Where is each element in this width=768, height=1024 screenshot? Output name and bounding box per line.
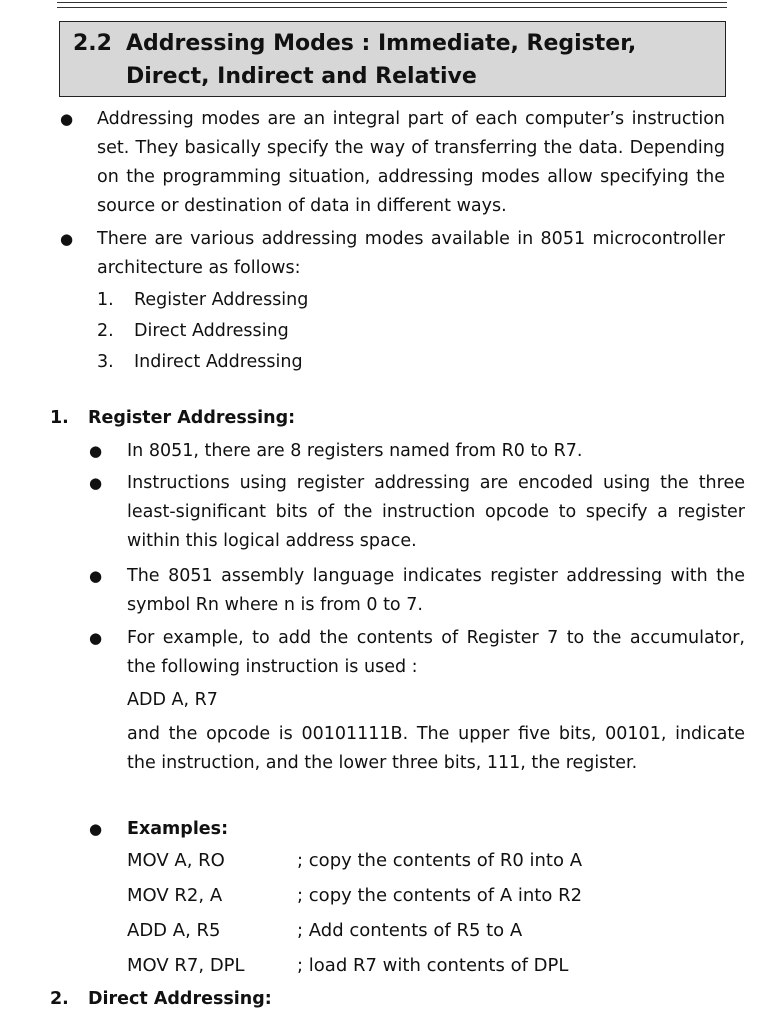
section1-bullet-2: Instructions using register addressing are encoded using the three least-significant bits of the instruction opcode to specify a register within this logical address space. [127, 473, 745, 551]
section-number: 2.2 [73, 31, 112, 56]
list-number: 3. [97, 352, 114, 372]
section1-bullet-1: In 8051, there are 8 registers named from R0 to R7. [127, 441, 583, 461]
bullet-icon: ● [89, 629, 103, 647]
example-row [127, 879, 747, 913]
top-rule [57, 2, 727, 8]
example-comment: ; Add contents of R5 to A [297, 920, 523, 941]
bullet-icon: ● [89, 442, 103, 460]
example-instruction-code: MOV A, RO [127, 850, 225, 871]
bullet-icon: ● [60, 110, 74, 128]
bullet-icon: ● [60, 230, 74, 248]
intro-paragraph-1: Addressing modes are an integral part of each computer’s instruction set. They basically specify the way of transferring the data. Depending on the programming situation, addressing modes allow specifying the source or destination of data in different ways. [97, 109, 725, 216]
section1-title: Register Addressing: [88, 408, 296, 428]
section2-number: 2. [50, 989, 69, 1009]
example-instruction-code: MOV R7, DPL [127, 955, 245, 976]
example-comment: ; copy the contents of A into R2 [297, 885, 583, 906]
section-title-line1: Addressing Modes : Immediate, Register, [126, 31, 637, 56]
example-row [127, 949, 747, 983]
section1-bullet-3: The 8051 assembly language indicates register addressing with the symbol Rn where n is from 0 to 7. [127, 566, 745, 615]
example-instruction: ADD A, R7 [127, 690, 218, 710]
bullet-icon: ● [89, 474, 103, 492]
list-item-indirect-addressing: Indirect Addressing [134, 352, 303, 372]
section2-title: Direct Addressing: [88, 989, 272, 1009]
example-row [127, 914, 747, 948]
list-number: 1. [97, 290, 114, 310]
example-instruction-code: MOV R2, A [127, 885, 223, 906]
list-number: 2. [97, 321, 114, 341]
example-comment: ; copy the contents of R0 into A [297, 850, 583, 871]
example-comment: ; load R7 with contents of DPL [297, 955, 569, 976]
bullet-icon: ● [89, 567, 103, 585]
examples-label: Examples: [127, 819, 229, 839]
example-instruction-code: ADD A, R5 [127, 920, 221, 941]
section-title-line2: Direct, Indirect and Relative [126, 64, 477, 89]
section1-number: 1. [50, 408, 69, 428]
opcode-explanation: and the opcode is 00101111B. The upper five bits, 00101, indicate the instruction, and the lower three bits, 111, the register. [127, 724, 745, 773]
example-row [127, 844, 747, 878]
list-item-register-addressing: Register Addressing [134, 290, 309, 310]
section1-bullet-4: For example, to add the contents of Register 7 to the accumulator, the following instruction is used : [127, 628, 745, 677]
bullet-icon: ● [89, 820, 103, 838]
intro-paragraph-2: There are various addressing modes available in 8051 microcontroller architecture as follows: [97, 229, 725, 278]
section-heading-box [59, 21, 726, 97]
list-item-direct-addressing: Direct Addressing [134, 321, 289, 341]
